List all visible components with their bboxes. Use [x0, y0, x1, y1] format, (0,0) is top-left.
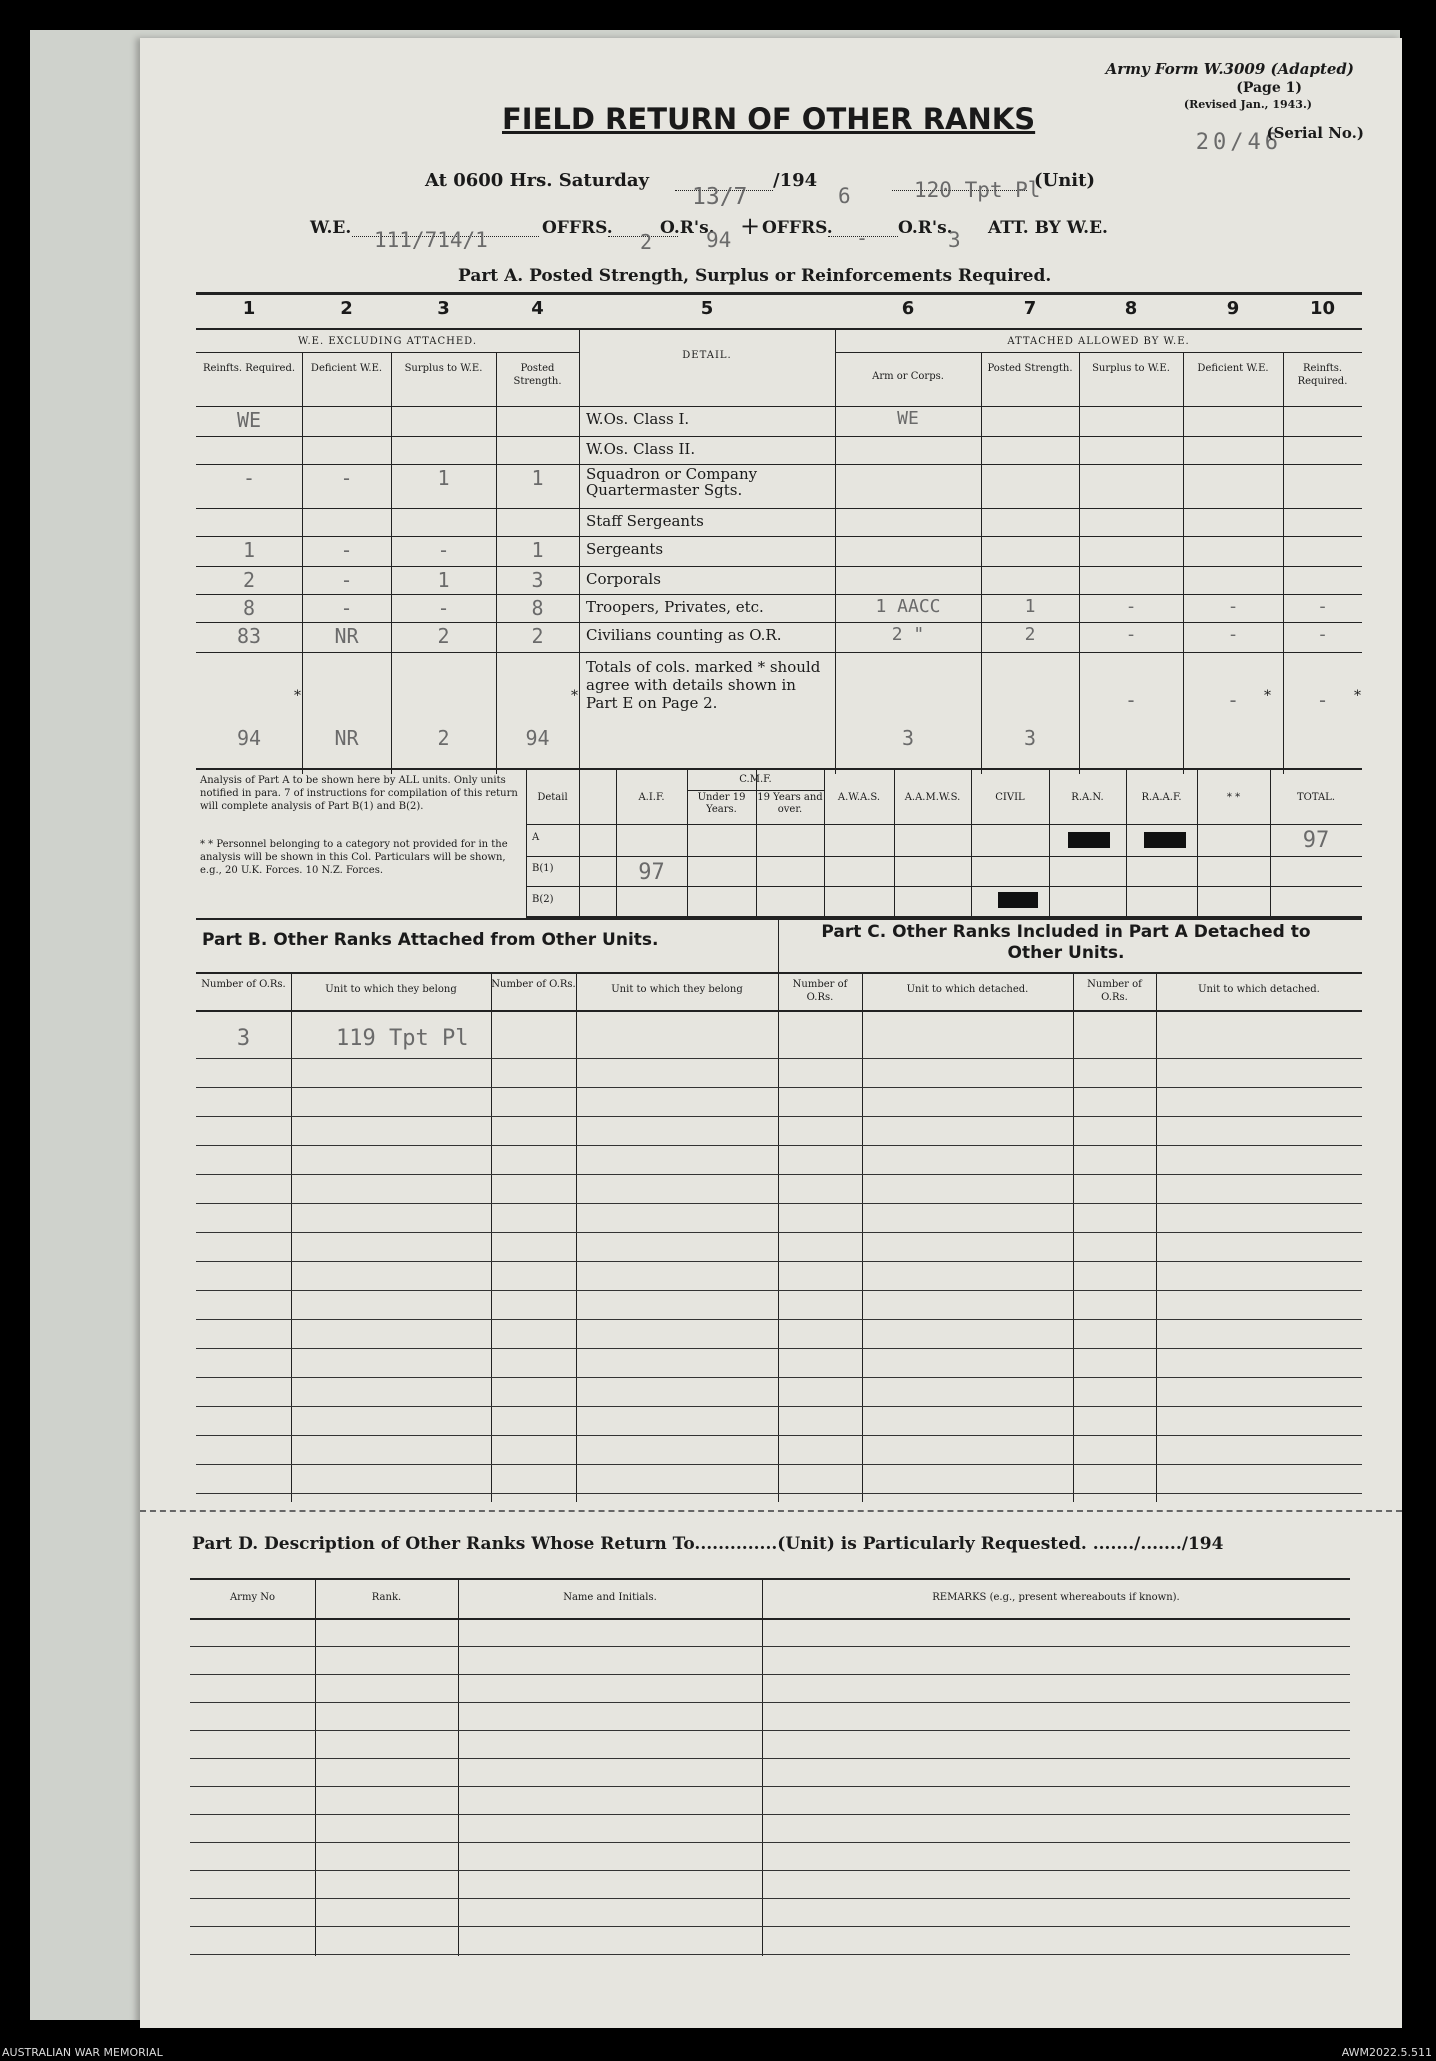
pd-divider	[762, 1578, 763, 1956]
ors-label: O.R's.	[660, 218, 715, 238]
analysis-header-ran: R.A.N.	[1071, 792, 1104, 803]
revised-label: (Revised Jan., 1943.)	[1183, 98, 1312, 111]
left-cell-value: NR	[334, 624, 359, 648]
row-line	[196, 594, 1362, 595]
at-label: At 0600 Hrs. Saturday	[425, 170, 650, 191]
column-number: 6	[901, 298, 915, 319]
left-cell-value: 1	[437, 568, 450, 592]
total-right-value: 3	[1023, 726, 1037, 750]
bc-row-line	[196, 1261, 1362, 1262]
detail-label: Sergeants	[586, 540, 664, 558]
analysis-note: Analysis of Part A to be shown here by ALL units. Only units notified in para. 7 of instructions for compilation of this return will complete analysis of Part B(1) and B(2).	[200, 775, 518, 812]
bc-row-line	[196, 1203, 1362, 1204]
bc-row-line	[196, 1087, 1362, 1088]
redaction-block	[1144, 832, 1186, 848]
left-column-header: Posted Strength.	[513, 363, 562, 387]
left-cell-value: -	[340, 596, 353, 620]
pd-line	[190, 1578, 1350, 1580]
we-excluding-header: W.E. EXCLUDING ATTACHED.	[297, 336, 478, 347]
cmf-line	[687, 790, 824, 791]
left-column-header: Deficient W.E.	[310, 363, 383, 374]
footer-left: AUSTRALIAN WAR MEMORIAL	[2, 2046, 163, 2059]
analysis-note-2: * * Personnel belonging to a category not provided for in the analysis will be shown in this Col. Particulars will be shown, e.g., 20 U.K. Forces. 10 N.Z. Forces.	[200, 839, 508, 876]
detail-label: Squadron or Company Quartermaster Sgts.	[586, 465, 758, 499]
right-column-header: Arm or Corps.	[872, 371, 944, 382]
pd-row-line	[190, 1870, 1350, 1871]
analysis-header-aamws: A.A.M.W.S.	[904, 792, 961, 803]
star-mark: *	[571, 688, 578, 704]
left-cell-value: -	[340, 568, 353, 592]
ors2-value: 3	[948, 228, 961, 252]
total-left-value: 2	[437, 726, 450, 750]
part-c-num-header: Number of O.Rs.	[1087, 979, 1142, 1003]
pd-line	[190, 1618, 1350, 1620]
left-cell-value: 83	[236, 624, 262, 648]
analysis-divider	[824, 768, 825, 916]
analysis-row-label: A	[532, 832, 540, 843]
right-cell-value: -	[1125, 596, 1137, 617]
left-cell-value: 1	[242, 538, 256, 562]
part-d-header: Rank.	[371, 1592, 402, 1603]
left-cell-value: WE	[236, 408, 262, 432]
analysis-divider	[971, 768, 972, 916]
left-cell-value: 2	[531, 624, 544, 648]
part-d-header: REMARKS (e.g., present whereabouts if known).	[932, 1592, 1180, 1603]
left-cell-value: 1	[437, 466, 450, 490]
star-mark: *	[1354, 688, 1361, 704]
bc-divider	[862, 972, 863, 1502]
part-d-header: Army No	[229, 1592, 276, 1603]
we-value: 111/714/1	[374, 228, 488, 252]
detail-label: W.Os. Class I.	[586, 410, 690, 428]
analysis-row-label: B(2)	[532, 894, 554, 905]
right-cell-value: 2	[1024, 624, 1036, 645]
year-label: /194	[773, 170, 818, 191]
right-cell-value: -	[1227, 624, 1239, 645]
aif-b1-value: 97	[638, 860, 665, 885]
ors2-label: O.R's.	[898, 218, 953, 238]
analysis-divider	[526, 768, 527, 916]
year-digit: 6	[838, 184, 851, 208]
bc-row-line	[196, 1406, 1362, 1407]
offrs-label: OFFRS.	[542, 218, 613, 238]
left-cell-value: -	[340, 466, 353, 490]
part-a-title: Part A. Posted Strength, Surplus or Reinforcements Required.	[458, 266, 1052, 286]
right-cell-value: -	[1227, 596, 1239, 617]
detail-label: W.Os. Class II.	[586, 440, 696, 458]
analysis-header-under19: Under 19 Years.	[697, 792, 746, 815]
serial-label: (Serial No.)	[1266, 124, 1364, 142]
part-b-num-header: Number of O.Rs.	[201, 979, 286, 990]
bc-row-line	[196, 1464, 1362, 1465]
offrs2-value: -	[856, 226, 869, 250]
total-left-value: 94	[236, 726, 262, 750]
analysis-divider	[894, 768, 895, 916]
bc-row-line	[196, 1145, 1362, 1146]
bc-row-line	[196, 1174, 1362, 1175]
column-divider	[835, 328, 836, 774]
left-cell-value: 2	[242, 568, 256, 592]
total-right-value: -	[1124, 688, 1138, 712]
part-d-table	[190, 1578, 1350, 1958]
bc-divider	[291, 972, 292, 1502]
row-line	[196, 536, 1362, 537]
right-cell-value: -	[1317, 624, 1328, 645]
bc-row-line	[196, 1348, 1362, 1349]
part-b-title: Part B. Other Ranks Attached from Other Units.	[202, 930, 659, 950]
pd-row-line	[190, 1786, 1350, 1787]
row-line	[196, 566, 1362, 567]
column-number: 9	[1226, 298, 1240, 319]
redaction-block	[998, 892, 1038, 908]
bc-divider	[1156, 972, 1157, 1502]
bc-line	[196, 1010, 1362, 1012]
star-mark: *	[1264, 688, 1271, 704]
total-left-value: 94	[525, 726, 550, 750]
right-cell-value: 1	[1024, 596, 1036, 617]
left-cell-value: -	[242, 466, 256, 490]
pd-row-line	[190, 1730, 1350, 1731]
star-mark: *	[294, 688, 301, 704]
analysis-header-civil: CIVIL	[995, 792, 1025, 803]
pd-row-line	[190, 1898, 1350, 1899]
analysis-header-stars: * *	[1226, 792, 1241, 803]
analysis-table	[196, 768, 1362, 918]
offrs-value: 2	[640, 230, 653, 254]
total-right-value: -	[1226, 688, 1240, 712]
left-cell-value: 1	[531, 466, 544, 490]
detail-label: Civilians counting as O.R.	[586, 626, 782, 644]
total-left-value: NR	[334, 726, 359, 750]
left-cell-value: 8	[531, 596, 544, 620]
left-column-header: Reinfts. Required.	[202, 363, 296, 374]
pd-row-line	[190, 1646, 1350, 1647]
analysis-line	[526, 856, 1362, 857]
page-label: (Page 1)	[1236, 80, 1302, 96]
row-line	[196, 436, 1362, 437]
detail-label: Corporals	[586, 570, 661, 588]
part-b-num-header: Number of O.Rs.	[491, 979, 576, 990]
form-title: FIELD RETURN OF OTHER RANKS	[502, 102, 1036, 136]
part-d-title: Part D. Description of Other Ranks Whose Return To..............(Unit) is Particularly Requested. ......./......./194	[192, 1534, 1224, 1554]
pd-row-line	[190, 1842, 1350, 1843]
bc-row-line	[196, 1493, 1362, 1494]
analysis-header-aif: A.I.F.	[638, 792, 665, 803]
part-bc-table	[196, 918, 1362, 1503]
row-line	[196, 464, 1362, 465]
bc-row-line	[196, 1116, 1362, 1117]
attached-allowed-header: ATTACHED ALLOWED BY W.E.	[1007, 336, 1190, 347]
column-divider	[302, 352, 303, 774]
we-label: W.E.	[310, 218, 352, 238]
column-number: 8	[1124, 298, 1138, 319]
bc-divider	[1073, 972, 1074, 1502]
bc-divider	[576, 972, 577, 1502]
unit-value: 120 Tpt Pl	[914, 178, 1041, 202]
left-cell-value: -	[437, 596, 450, 620]
ors-value: 94	[706, 228, 732, 252]
column-number: 2	[340, 298, 353, 319]
att-label: ATT. BY W.E.	[988, 218, 1108, 238]
bc-divider	[491, 972, 492, 1502]
part-c-unit-header: Unit to which detached.	[906, 984, 1029, 995]
column-number: 4	[531, 298, 544, 319]
bc-row-line	[196, 1319, 1362, 1320]
serial-value: 20/46	[1195, 130, 1282, 155]
plus-sign: +	[740, 212, 761, 240]
detail-label: Staff Sergeants	[586, 512, 704, 530]
right-cell-value: 2 "	[891, 624, 925, 645]
row-line	[196, 652, 1362, 653]
total-right-value: -	[1316, 688, 1329, 712]
unit-label: (Unit)	[1034, 170, 1095, 191]
column-number: 7	[1023, 298, 1037, 319]
column-number: 3	[437, 298, 450, 319]
right-cell-value: -	[1125, 624, 1137, 645]
bc-divider	[778, 918, 779, 1502]
date-value: 13/7	[692, 184, 748, 210]
left-cell-value: -	[437, 538, 450, 562]
column-number: 10	[1309, 298, 1336, 319]
bc-line	[196, 972, 1362, 974]
row-line	[196, 508, 1362, 509]
left-cell-value: 8	[242, 596, 256, 620]
total-a-value: 97	[1302, 828, 1330, 853]
right-column-header: Deficient W.E.	[1197, 363, 1269, 374]
pd-row-line	[190, 1814, 1350, 1815]
left-cell-value: 1	[531, 538, 544, 562]
total-right-value: 3	[901, 726, 915, 750]
pd-divider	[458, 1578, 459, 1956]
analysis-row-label: B(1)	[532, 863, 554, 874]
pd-row-line	[190, 1674, 1350, 1675]
column-divider	[579, 328, 580, 774]
pd-divider	[315, 1578, 316, 1956]
right-column-header: Posted Strength.	[987, 363, 1073, 374]
bc-row-line	[196, 1290, 1362, 1291]
bc-row-line	[196, 1377, 1362, 1378]
part-b-entry-unit: 119 Tpt Pl	[336, 1026, 469, 1051]
army-form-label: Army Form W.3009 (Adapted)	[1105, 60, 1354, 78]
part-c-num-header: Number of O.Rs.	[792, 979, 848, 1003]
column-divider	[496, 352, 497, 774]
analysis-line	[526, 886, 1362, 887]
detail-header: DETAIL.	[682, 350, 732, 361]
redaction-block	[1068, 832, 1110, 848]
footer-right: AWM2022.5.511	[1341, 2046, 1432, 2059]
detail-label: Troopers, Privates, etc.	[586, 598, 764, 616]
bc-row-line	[196, 1058, 1362, 1059]
part-c-unit-header: Unit to which detached.	[1198, 984, 1320, 995]
right-column-header: Surplus to W.E.	[1092, 363, 1170, 374]
part-d-header: Name and Initials.	[563, 1592, 657, 1603]
offrs2-label: OFFRS.	[762, 218, 833, 238]
form-sheet	[140, 38, 1402, 2028]
part-b-unit-header: Unit to which they belong	[611, 984, 743, 995]
pd-row-line	[190, 1926, 1350, 1927]
part-b-unit-header: Unit to which they belong	[325, 984, 457, 995]
pd-row-line	[190, 1954, 1350, 1955]
analysis-divider	[579, 768, 580, 916]
totals-label: Totals of cols. marked * should agree with details shown in Part E on Page 2.	[586, 658, 821, 712]
column-number: 1	[242, 298, 256, 319]
analysis-line	[526, 824, 1362, 825]
bc-row-line	[196, 1435, 1362, 1436]
part-b-entry-num: 3	[236, 1026, 251, 1051]
right-cell-value: 1 AACC	[875, 596, 941, 617]
column-divider	[981, 352, 982, 774]
column-divider	[391, 352, 392, 774]
part-a-table	[196, 298, 1362, 810]
left-cell-value: 3	[531, 568, 544, 592]
right-cell-value: -	[1317, 596, 1328, 617]
left-cell-value: 2	[437, 624, 450, 648]
left-cell-value: -	[340, 538, 353, 562]
right-column-header: Reinfts. Required.	[1297, 363, 1348, 387]
pd-row-line	[190, 1758, 1350, 1759]
analysis-divider	[1197, 768, 1198, 916]
right-cell-value: WE	[897, 408, 919, 429]
analysis-header-over19: 19 Years and over.	[757, 792, 823, 815]
column-number: 5	[700, 298, 714, 319]
analysis-header-raaf: R.A.A.F.	[1141, 792, 1182, 803]
analysis-header-cmf: C.M.F.	[739, 774, 772, 785]
row-line	[196, 622, 1362, 623]
analysis-divider	[1049, 768, 1050, 916]
analysis-divider	[616, 768, 617, 916]
part-c-title: Part C. Other Ranks Included in Part A Detached to Other Units.	[821, 922, 1311, 963]
pd-row-line	[190, 1702, 1350, 1703]
analysis-header-total: TOTAL.	[1296, 792, 1336, 803]
analysis-divider	[1126, 768, 1127, 916]
bc-row-line	[196, 1232, 1362, 1233]
left-column-header: Surplus to W.E.	[404, 363, 483, 374]
analysis-header-awas: A.W.A.S.	[837, 792, 881, 803]
analysis-header-detail: Detail	[537, 792, 568, 803]
